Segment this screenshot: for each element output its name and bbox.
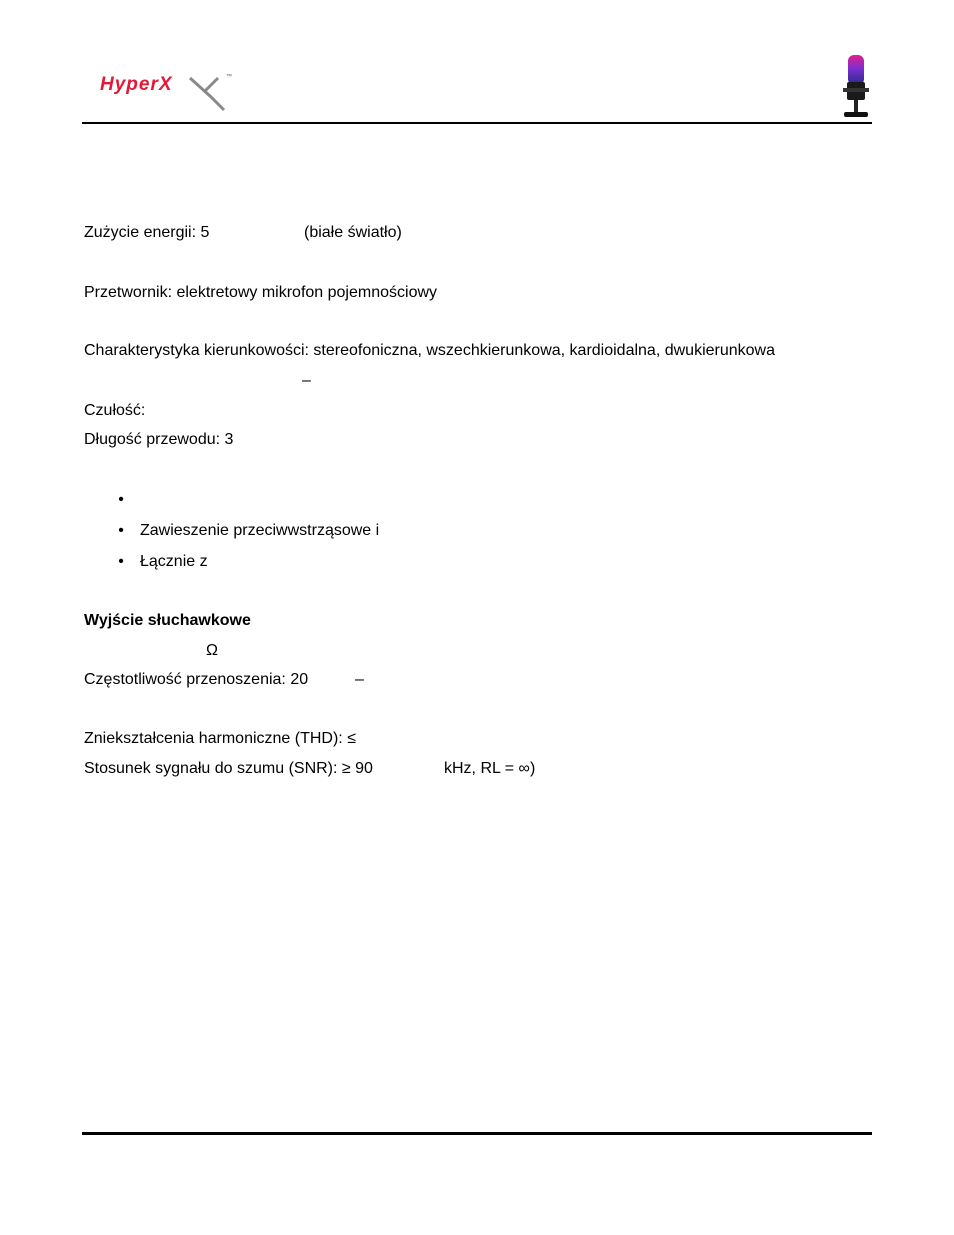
snr-suffix: kHz, RL = ∞) bbox=[444, 760, 536, 777]
mic-capsule bbox=[848, 55, 864, 85]
list-bullet: • bbox=[118, 491, 124, 508]
footer-divider bbox=[82, 1132, 872, 1135]
list-item: Zawieszenie przeciwwstrząsowe i bbox=[140, 522, 380, 539]
logo-x-stroke-2 bbox=[204, 78, 218, 92]
frequency-response-label: Częstotliwość przenoszenia: 20 bbox=[84, 671, 309, 688]
sensitivity-spec: Czułość: bbox=[84, 402, 146, 419]
mic-base bbox=[844, 112, 868, 117]
power-consumption-suffix: (białe światło) bbox=[304, 224, 402, 241]
hyperx-logo-graphic bbox=[98, 70, 238, 114]
hyperx-logo bbox=[98, 70, 238, 114]
thd-spec: Zniekształcenia harmoniczne (THD): ≤ bbox=[84, 730, 356, 747]
headphone-output-heading: Wyjście słuchawkowe bbox=[84, 612, 251, 629]
impedance-symbol: Ω bbox=[206, 642, 218, 659]
mic-stem bbox=[854, 100, 858, 112]
microphone-icon bbox=[838, 52, 874, 120]
snr-label: Stosunek sygnału do szumu (SNR): ≥ 90 bbox=[84, 760, 373, 777]
list-bullet: • bbox=[118, 553, 124, 570]
frequency-dash: – bbox=[302, 372, 311, 389]
microphone-product-icon bbox=[838, 52, 874, 120]
polar-pattern-spec: Charakterystyka kierunkowości: stereofoniczna, wszechkierunkowa, kardioidalna, dwukierunkowa bbox=[84, 342, 775, 359]
header-divider bbox=[82, 122, 872, 124]
power-consumption-label: Zużycie energii: 5 bbox=[84, 224, 210, 241]
list-bullet: • bbox=[118, 522, 124, 539]
cable-length-spec: Długość przewodu: 3 bbox=[84, 431, 234, 448]
mic-shock-mount bbox=[843, 88, 869, 92]
frequency-response-dash: – bbox=[355, 671, 364, 688]
logo-trademark: ™ bbox=[226, 74, 232, 80]
logo-x-stroke-1 bbox=[190, 78, 224, 110]
transducer-spec: Przetwornik: elektretowy mikrofon pojemnościowy bbox=[84, 284, 438, 301]
list-item: Łącznie z bbox=[140, 553, 208, 570]
logo-wordmark: HyperX bbox=[100, 74, 173, 95]
